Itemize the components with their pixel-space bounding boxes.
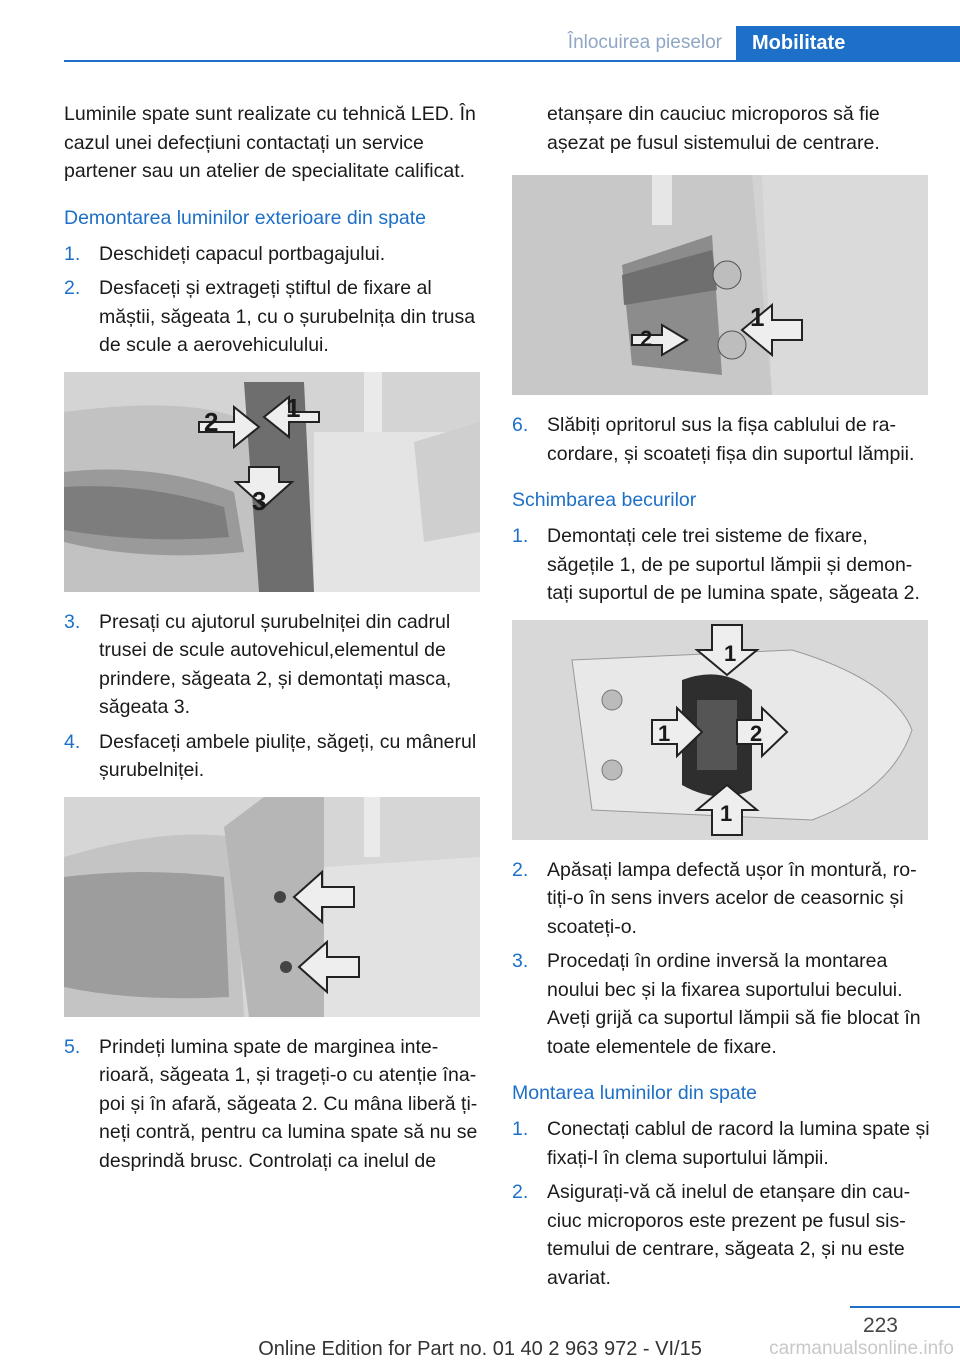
header-chapter-tab: Mobilitate [736,26,960,61]
step-text: Asigurați-vă că inelul de etanșare din cauciuc microporos este prezent pe fusul sistemului de centrare, săgeata 2, și nu este avariat. [547,1181,911,1289]
step-item [64,1033,484,1176]
step-text: Apăsați lampa defectă ușor în montură, rotiți-o în sens invers acelor de ceasornic și scoateți-o. [547,858,917,938]
right-column [512,100,930,1298]
header-rule [64,60,960,62]
step-item [64,274,484,360]
step-number: 2. [512,858,529,881]
figure-callout: 1 [720,800,733,826]
figure-callout: 2 [750,720,763,746]
header-section-title: Înlocuirea pieselor [567,32,722,53]
step-item [512,522,930,608]
heading-bulb-change: Schimbarea becurilor [512,489,697,511]
intro-paragraph: Luminile spate sunt realizate cu tehnică LED. În cazul unei defecțiuni contactați un service partener sau un atelier de specialitate calificat. [64,103,476,182]
step-item [512,1178,930,1292]
step-item [512,947,930,1061]
figure-callout: 1 [658,720,671,746]
figure-callout: 2 [640,326,653,351]
step-number: 3. [64,610,81,633]
step-item [64,608,484,722]
continued-text: etanșare din cauciuc microporos să fie așezat pe fusul sistemului de centrare. [547,103,880,154]
edition-line: Online Edition for Part no. 01 40 2 963 972 - VI/15 [258,1338,702,1360]
step-text: Desfaceți și extrageți știftul de fixare al măștii, săgeata 1, cu o șurubelnița din trusa de scule a aerovehiculului. [99,277,476,356]
page-number: 223 [862,1314,898,1337]
step-number: 4. [64,730,81,753]
figure-callout: 1 [724,640,737,666]
step-text: Slăbiți opritorul sus la fișa cablului de racordare, și scoateți fișa din suportul lămpii. [547,414,915,465]
step-text: Conectați cablul de racord la lumina spate și fixați-l în clema suportului lămpii. [547,1118,930,1169]
step-text: Desfaceți ambele piulițe, săgeți, cu mânerul șurubelniței. [99,730,477,781]
step-item [512,1115,930,1172]
heading-mounting: Montarea luminilor din spate [512,1082,757,1104]
step-item [64,728,484,785]
footer-rule [850,1306,960,1308]
step-text: Deschideți capacul portbagajului. [99,242,386,265]
figure-pull-light [512,175,928,395]
figure-callout: 2 [204,406,219,437]
step-item [64,240,484,269]
step-number: 3. [512,950,529,972]
figure-nuts [64,797,480,1017]
watermark: carmanualsonline.info [769,1338,954,1359]
step-number: 1. [64,242,81,265]
step-number: 1. [512,1118,529,1140]
step-number: 6. [512,414,529,436]
figure-mask-removal [64,372,480,592]
step-number: 2. [512,1181,529,1203]
step-number: 1. [512,525,529,547]
step-text: Prindeți lumina spate de marginea interioară, săgeata 1, și trageți-o cu atenție înapoi și în afară, săgeata 2. Cu mâna liberă țineți contră, pentru ca lumina spate să nu se desprindă brusc. Controlați ca inelul de [99,1035,478,1172]
figure-callout: 1 [750,302,765,332]
heading-removal: Demontarea luminilor exterioare din spate [64,206,427,229]
step-item [512,411,930,468]
step-text: Procedați în ordine inversă la montarea noului bec și la fixarea suportului becului. Aveți grijă ca suportul lămpii să fie blocat în toate elementele de fixare. [547,950,921,1058]
figure-callout: 1 [286,392,301,423]
step-number: 2. [64,277,81,299]
step-text: Demontați cele trei sisteme de fixare, săgețile 1, de pe suportul lămpii și demontați suportul de pe lumina spate, săgeata 2. [547,525,920,604]
step-item [512,856,930,942]
figure-bulb-holder [512,620,928,840]
figure-callout: 3 [252,485,267,516]
step-text: Presați cu ajutorul șurubelniței din cadrul trusei de scule autovehicul,elementul de prindere, săgeata 2, și demontați masca, săgeata 3. [99,610,452,718]
left-column [64,100,484,1181]
step-number: 5. [64,1035,81,1058]
